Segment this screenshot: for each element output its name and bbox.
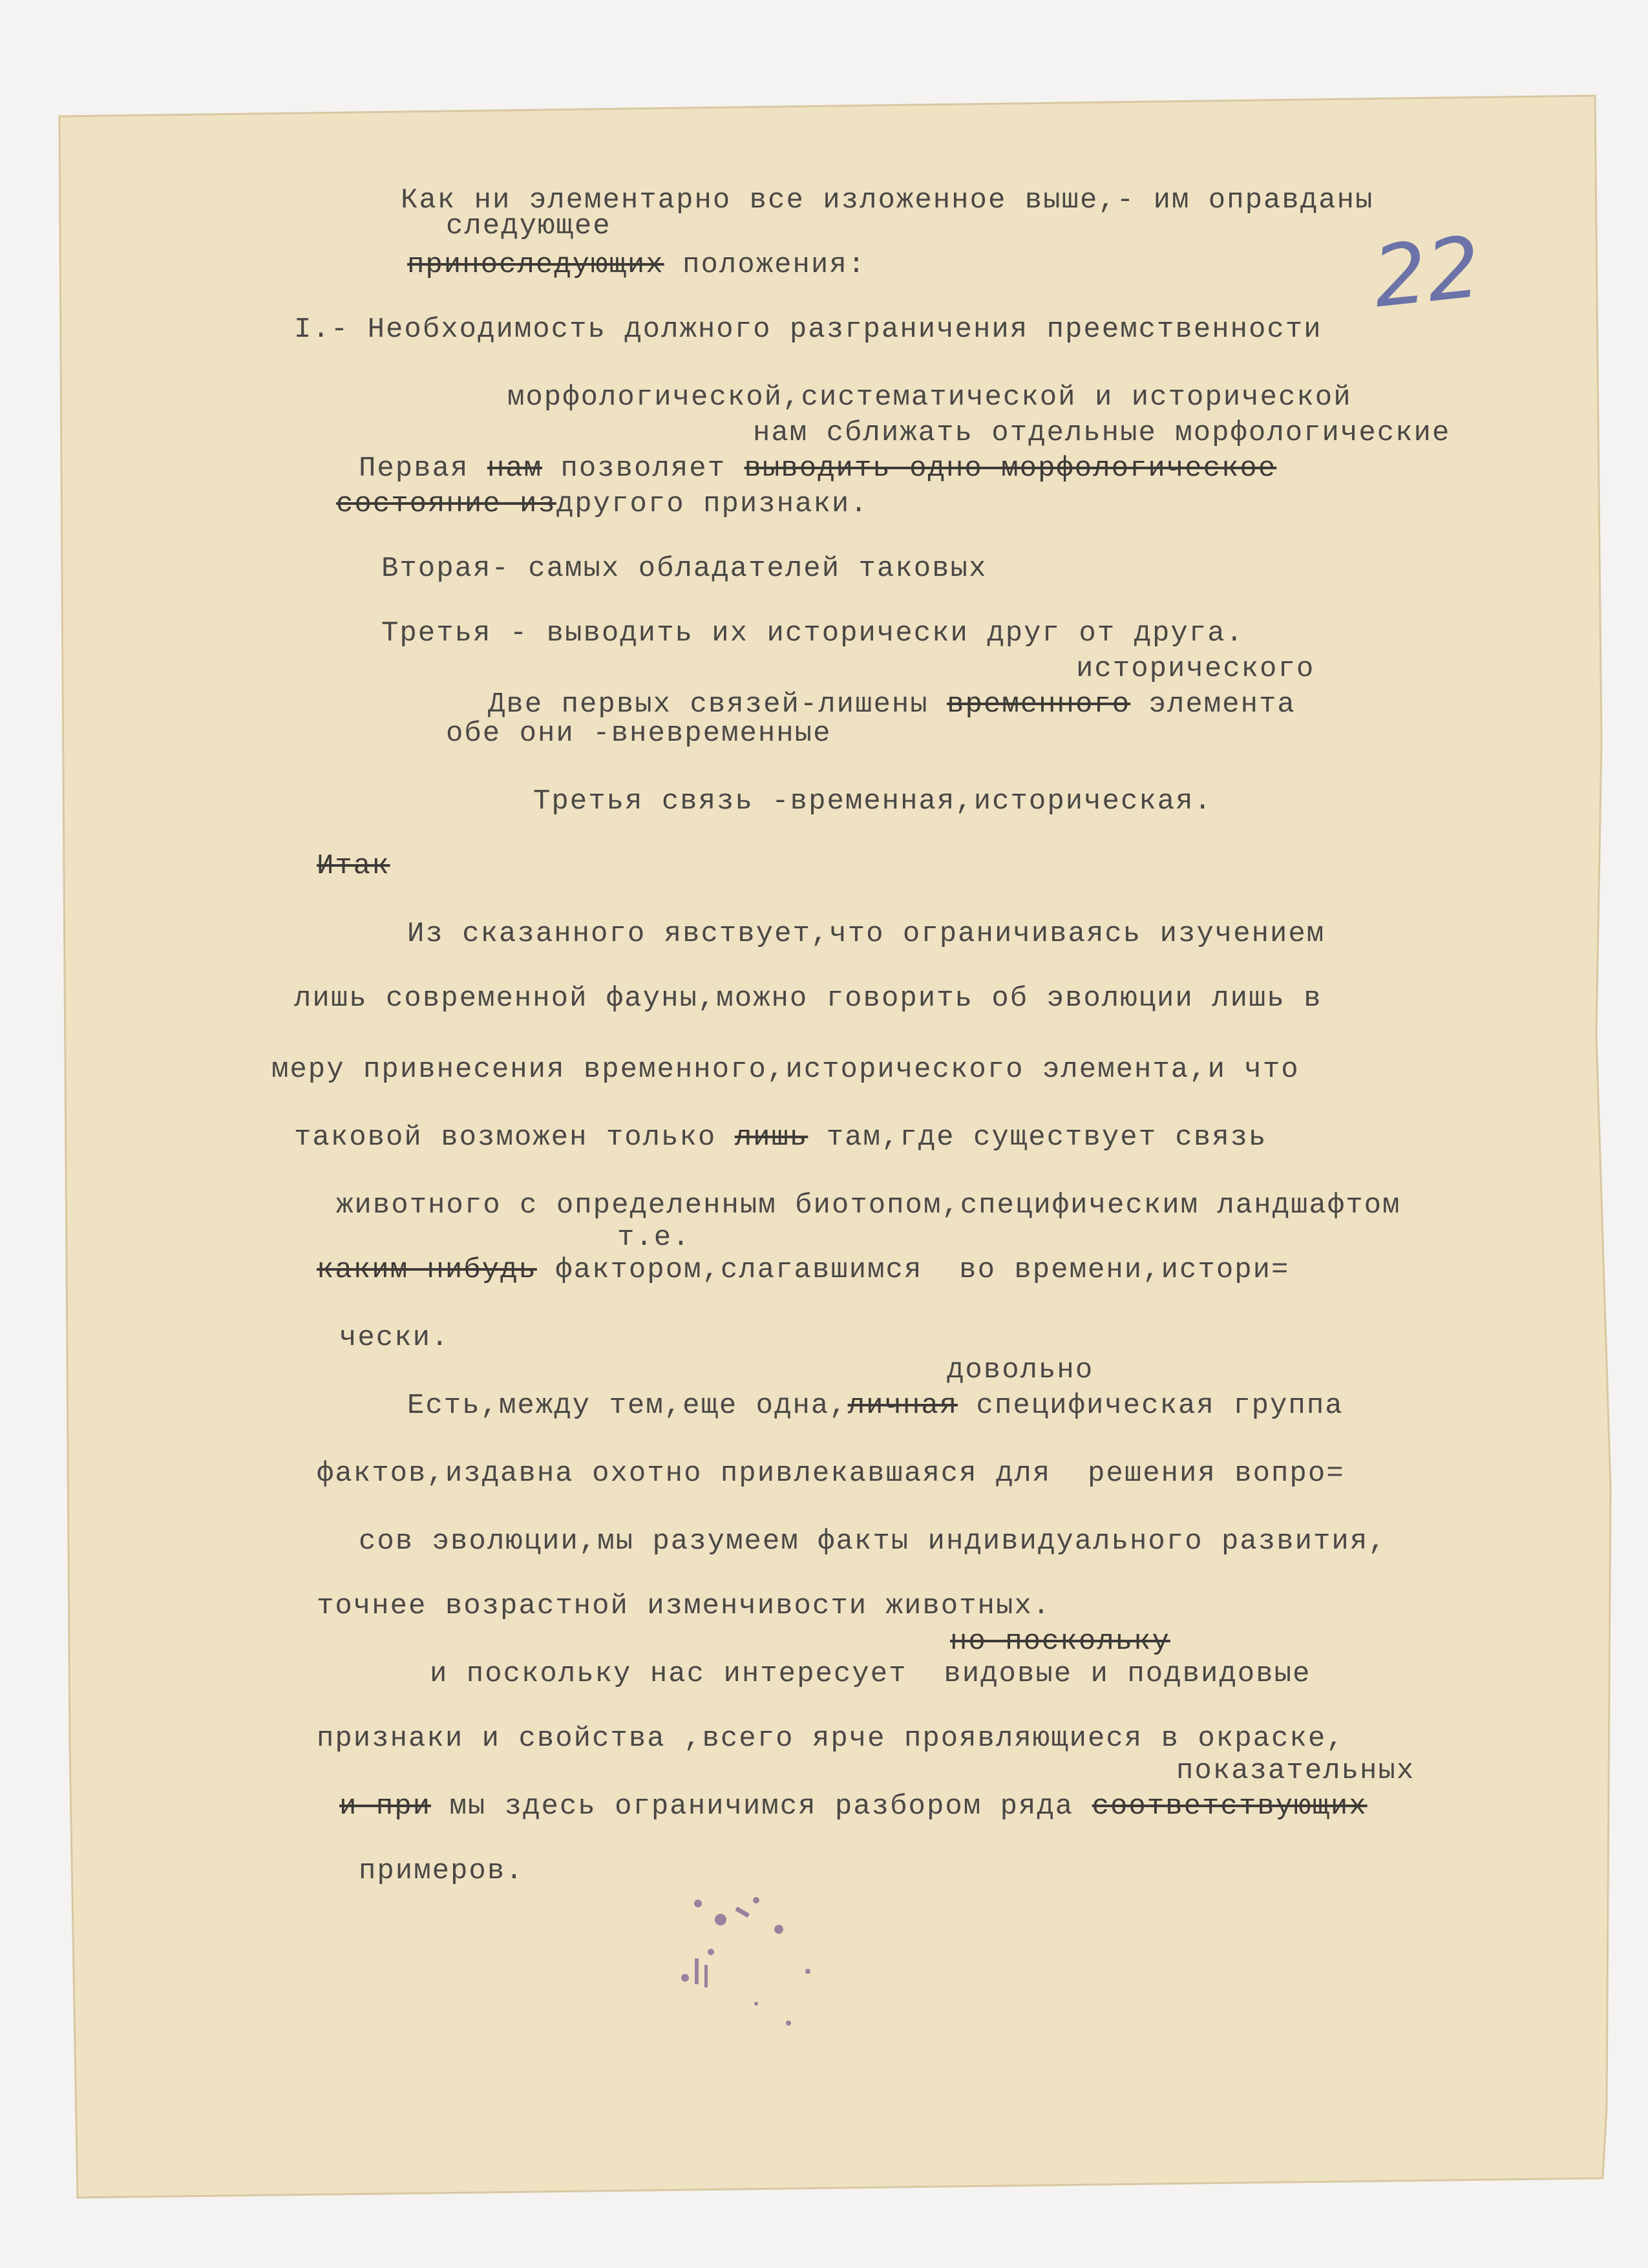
handwritten-page-number: 22	[1368, 217, 1485, 327]
text-segment: Две первых связей-лишены	[488, 688, 929, 721]
struck-text: временного	[947, 688, 1131, 721]
text-line: Как ни элементарно все изложенное выше,- им оправданы	[401, 184, 1374, 217]
text-line	[359, 452, 1276, 485]
text-line	[336, 488, 869, 520]
text-insertion: нам сближать отдельные морфологические	[753, 417, 1451, 449]
text-line: сов эволюции,мы разумеем факты индивидуального развития,	[359, 1525, 1387, 1558]
text-line: лишь современной фауны,можно говорить об эволюции лишь в	[294, 982, 1322, 1015]
struck-text: лишь	[734, 1121, 808, 1154]
text-line	[339, 1790, 1368, 1823]
text-line	[488, 688, 1296, 721]
struck-text: личная	[847, 1390, 958, 1422]
text-line: признаки и свойства ,всего ярче проявляющиеся в окраске,	[317, 1722, 1345, 1755]
text-segment: фактором,слагавшимся во времени,истори=	[555, 1254, 1290, 1286]
text-segment: специфическая группа	[976, 1390, 1344, 1422]
text-line	[294, 1121, 1267, 1154]
text-line	[407, 249, 866, 281]
text-insertion: следующее	[446, 210, 611, 242]
text-segment: другого признаки.	[556, 488, 869, 520]
text-segment: положения:	[682, 249, 867, 281]
text-line: фактов,издавна охотно привлекавшаяся для решения вопро=	[317, 1457, 1345, 1490]
struck-text: приноследующих	[407, 249, 664, 281]
text-line	[407, 1390, 1344, 1422]
text-line	[317, 1254, 1289, 1286]
struck-text: но поскольку	[950, 1626, 1170, 1658]
struck-text: нам	[487, 452, 543, 485]
text-line: Из сказанного явствует,что ограничиваясь изучением	[407, 918, 1326, 950]
text-segment: элемента	[1148, 688, 1296, 721]
text-line: примеров.	[359, 1855, 524, 1887]
struck-text: каким-нибудь	[317, 1254, 537, 1286]
text-insertion	[950, 1626, 1170, 1658]
text-line	[317, 850, 390, 882]
text-insertion: исторического	[1076, 653, 1315, 685]
text-line: меру привнесения временного,исторического элемента,и что	[271, 1054, 1300, 1086]
text-segment: мы здесь ограничимся разбором ряда	[449, 1790, 1074, 1823]
text-segment: там,где существует связь	[826, 1121, 1267, 1154]
struck-text: состояние из	[336, 488, 556, 520]
text-line: Вторая- самых обладателей таковых	[381, 553, 988, 585]
text-line: Третья связь -временная,историческая.	[533, 785, 1212, 818]
struck-text: соответствующих	[1092, 1790, 1368, 1823]
text-insertion: довольно	[947, 1354, 1094, 1386]
text-insertion: т.е.	[617, 1222, 691, 1254]
text-line: Третья - выводить их исторически друг от друга.	[381, 617, 1245, 650]
struck-text: и при	[339, 1790, 432, 1823]
text-line: чески.	[339, 1322, 450, 1354]
text-line: точнее возрастной изменчивости животных.	[317, 1590, 1051, 1622]
text-segment: Первая	[359, 452, 469, 485]
faded-stamp-mark	[659, 1874, 853, 2042]
text-line: I.- Необходимость должного разграничения преемственности	[294, 313, 1322, 346]
text-line: и поскольку нас интересует видовые и подвидовые	[430, 1658, 1311, 1690]
struck-text: Итак	[317, 850, 390, 882]
text-insertion: показательных	[1176, 1755, 1415, 1787]
text-line: обе они -вневременные	[446, 717, 832, 750]
text-line: морфологической,систематической и исторической	[507, 381, 1352, 414]
text-line: животного с определенным биотопом,специфическим ландшафтом	[336, 1189, 1401, 1222]
struck-text: выводить одно морфологическое	[744, 452, 1277, 485]
text-segment: позволяет	[560, 452, 726, 485]
text-segment: Есть,между тем,еще одна,	[407, 1390, 848, 1422]
text-segment: таковой возможен только	[294, 1121, 717, 1154]
